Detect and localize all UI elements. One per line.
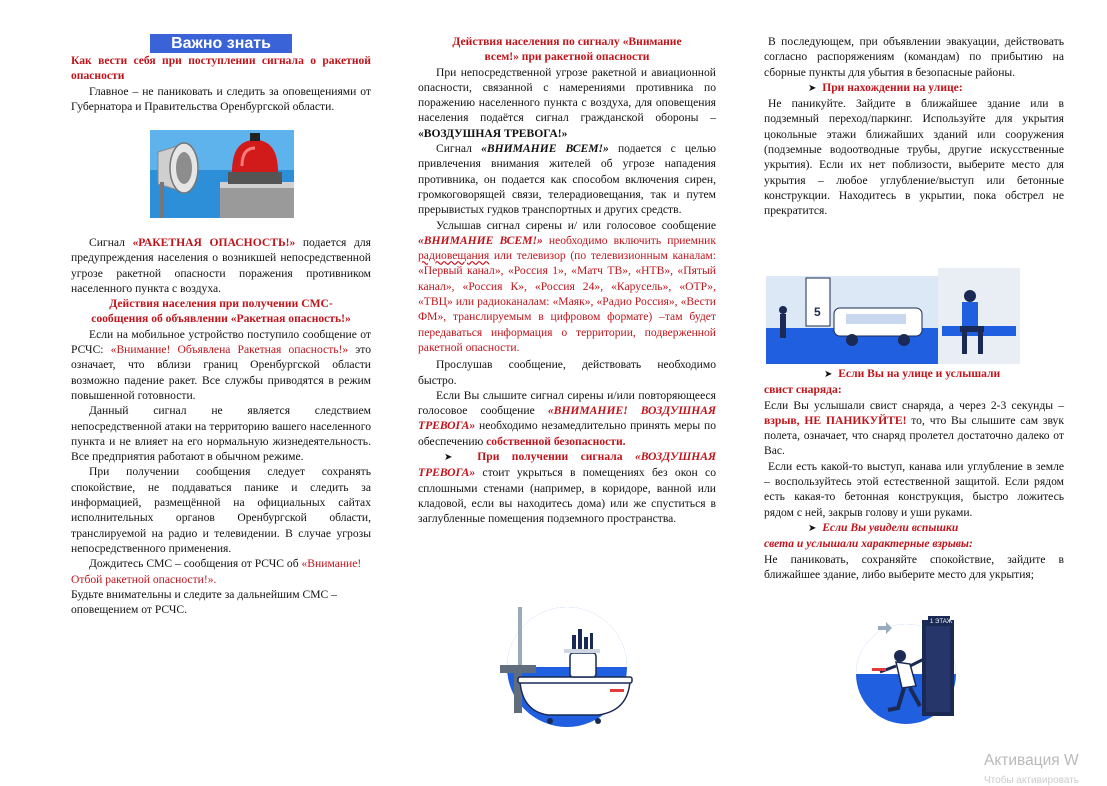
column-middle — [418, 34, 716, 527]
col1-paragraph-3: Если на мобильное устройство поступило сообщение от РСЧС: «Внимание! Объявлена Ракетная опасность!» это означает, что вблизи границ Оренбургской области возможно падение ракет. Все службы приводятся в режим повышенной готовности. — [71, 327, 371, 402]
column-right — [764, 34, 1064, 219]
arrow-bullet-icon: ➤ — [824, 369, 833, 380]
col1-paragraph-4: Данный сигнал не является следствием непосредственной атаки на территорию вашего населенного пункта и не влияет на его нормальную жизнедеятельность. Все предприятия работают в обычном режиме. — [71, 404, 371, 464]
col3-paragraph-3: Если Вы услышали свист снаряда, а через 2-3 секунды – взрыв, НЕ ПАНИКУЙТЕ! то, что Вы слышите сам звук полета, означает, что снаряд пролетел достаточно далеко от Вас. — [764, 398, 1064, 458]
col1-paragraph-7: Будьте внимательны и следите за дальнейшим СМС – оповещением от РСЧС. — [71, 587, 337, 617]
col1-paragraph-6: Дождитесь СМС – сообщения от РСЧС об «Внимание! Отбой ракетной опасности!». — [71, 557, 362, 586]
col2-paragraph-6: ➤ При получении сигнала «ВОЗДУШНАЯ ТРЕВОГА» стоит укрыться в помещениях без окон со сплошными стенами (например, в коридоре, ванной или кладовой, если вы находитесь дома) или же спуститься в заглубленные помещения подземного пространства. — [418, 450, 716, 526]
column-left-lower — [71, 235, 371, 617]
col1-title: Как вести себя при поступлении сигнала о ракетной опасности — [71, 54, 371, 83]
col2-paragraph-4: Прослушав сообщение, действовать необходимо быстро. — [418, 358, 716, 387]
col3-paragraph-5: Не паниковать, сохраняйте спокойствие, зайдите в ближайшее здание, либо выберите место для укрытия; — [764, 552, 1064, 581]
column-left — [71, 53, 371, 114]
col1-subtitle: Действия населения при получении СМС-сообщения об объявлении «Ракетная опасность!» — [91, 297, 351, 326]
col1-paragraph-1: Главное – не паниковать и следить за оповещениями от Губернатора и Правительства Оренбургской области. — [71, 84, 371, 113]
sms-alert-text: «Внимание! Объявлена Ракетная опасность!» — [110, 343, 349, 357]
rocket-danger-signal: «РАКЕТНАЯ ОПАСНОСТЬ!» — [132, 236, 296, 249]
col1-paragraph-5: При получении сообщения следует сохранять спокойствие, не поддаваться панике и следить за информацией, размещённой на официальных сайтах исполнительных органов Оренбургской области, транслируемой на радио и телевидении. В случае угрозы непосредственного применения. — [71, 465, 371, 555]
all-clear-text: «Внимание! Отбой ракетной опасности!». — [71, 557, 362, 586]
col2-paragraph-2: Сигнал «ВНИМАНИЕ ВСЕМ!» подается с целью привлечения внимания жителей об угрозе нападения противника, он подается как способом включения сирен, громкоговорящей связи, телерадиовещания, так и путем прерывистых гудков транспортных и других средств. — [418, 142, 716, 217]
bathroom-shelter-illustration — [478, 605, 656, 729]
building-entry-illustration — [840, 612, 980, 724]
activation-watermark-subtext: Чтобы активировать — [984, 775, 1079, 786]
arrow-bullet-icon: ➤ — [808, 82, 817, 94]
col3-heading-1: ➤ При нахождении на улице: — [808, 80, 963, 94]
door-floor-sign: 1 ЭТАЖ — [930, 619, 953, 625]
col3-paragraph-4: Если есть какой-то выступ, канава или углубление в земле – воспользуйтесь этой естественной защитой. Если рядом есть какая-то бетонная конструкция, быстро ложитесь рядом с ней, закрыв голову и уши руками. — [764, 459, 1064, 519]
col2-paragraph-3: Услышав сигнал сирены и/ или голосовое сообщение «ВНИМАНИЕ ВСЕМ!» необходимо включить приемник радиовещания или телевизор (по телевизионным каналам: «Первый канал», «Россия 1», «Матч ТВ», «НТВ», «Пятый канал», «Россия К», «Россия 24», «Карусель», «ОТР», «ТВЦ» или радиоканалам: «Маяк», «Радио Россия», «Вести ФМ», транслируемым в цифровом формате) –там будет передаваться информация о территории, подверженной ракетной опасности. — [418, 218, 716, 354]
activation-watermark: Активация W — [984, 752, 1079, 769]
col2-title: Действия населения по сигналу «Внимание всем!» при ракетной опасности — [452, 35, 682, 64]
attention-all-signal: «ВНИМАНИЕ ВСЕМ!» — [481, 142, 609, 156]
arrow-bullet-icon: ➤ — [444, 452, 453, 464]
street-shelter-illustration — [766, 268, 1020, 364]
column-right-lower: ➤ Если Вы на улице и услышали свист снаряда: Если Вы услышали свист снаряда, а через 2-3 секунды – взрыв, НЕ ПАНИКУЙТЕ! то, что Вы слышите сам звук полета, означает, что снаряд пролетел достаточно далеко от Вас. Если есть какой-то выступ, канава или углубление в земле – воспользуйтесь этой естественной защитой. Если рядом есть какая-то бетонная конструкция, быстро ложитесь рядом с ней, закрыв голову и уши руками. ➤ Если Вы увидели вспышки света и услышали характерные взрывы: Не паниковать, сохраняйте спокойствие, зайдите в ближайшее здание, либо выберите место для укрытия; — [764, 367, 1064, 581]
col2-paragraph-1: При непосредственной угрозе ракетной и авиационной опасности, связанной с намерениями противника по поражению населенного пункта с воздуха, для оповещения населения подаётся сигнал гражданской обороны – «ВОЗДУШНАЯ ТРЕВОГА!» — [418, 65, 716, 140]
parking-sign-number: 5 — [814, 305, 821, 319]
col1-paragraph-2: Сигнал «РАКЕТНАЯ ОПАСНОСТЬ!» подается для предупреждения населения о возникшей непосредственной угрозе ракетной опасности поражения противником населенного пункта с воздуха. — [71, 236, 371, 295]
col3-paragraph-2: Не паникуйте. Зайдите в ближайшее здание или в подземный переход/паркинг. Используйте для укрытия цокольные этажи ближайших зданий или сооружения (подземные водоотводные трубы, другие искусственные укрытия). Если их нет поблизости, выберите место для укрытия – любое углубление/выступ или бетонные конструкции. Находитесь в укрытии, пока обстрел не прекратится. — [764, 97, 1064, 218]
siren-illustration — [150, 130, 294, 218]
col2-paragraph-5: Если Вы слышите сигнал сирены и/или повторяющееся голосовое сообщение «ВНИМАНИЕ! ВОЗДУШНАЯ ТРЕВОГА» необходимо незамедлительно принять меры по обеспечению собственной безопасности. — [418, 388, 717, 448]
important-badge: Важно знать — [150, 34, 292, 53]
col3-heading-2: ➤ Если Вы на улице и услышали — [824, 367, 1001, 380]
col3-heading-3: ➤ Если Вы увидели вспышки — [808, 520, 959, 534]
col3-paragraph-1: В последующем, при объявлении эвакуации, действовать согласно распоряжениям (командам) по прибытию на сборные пункты для убытия в безопасные районы. — [764, 35, 1064, 79]
arrow-bullet-icon: ➤ — [808, 522, 817, 534]
air-alert-signal: «ВОЗДУШНАЯ ТРЕВОГА!» — [418, 126, 568, 140]
